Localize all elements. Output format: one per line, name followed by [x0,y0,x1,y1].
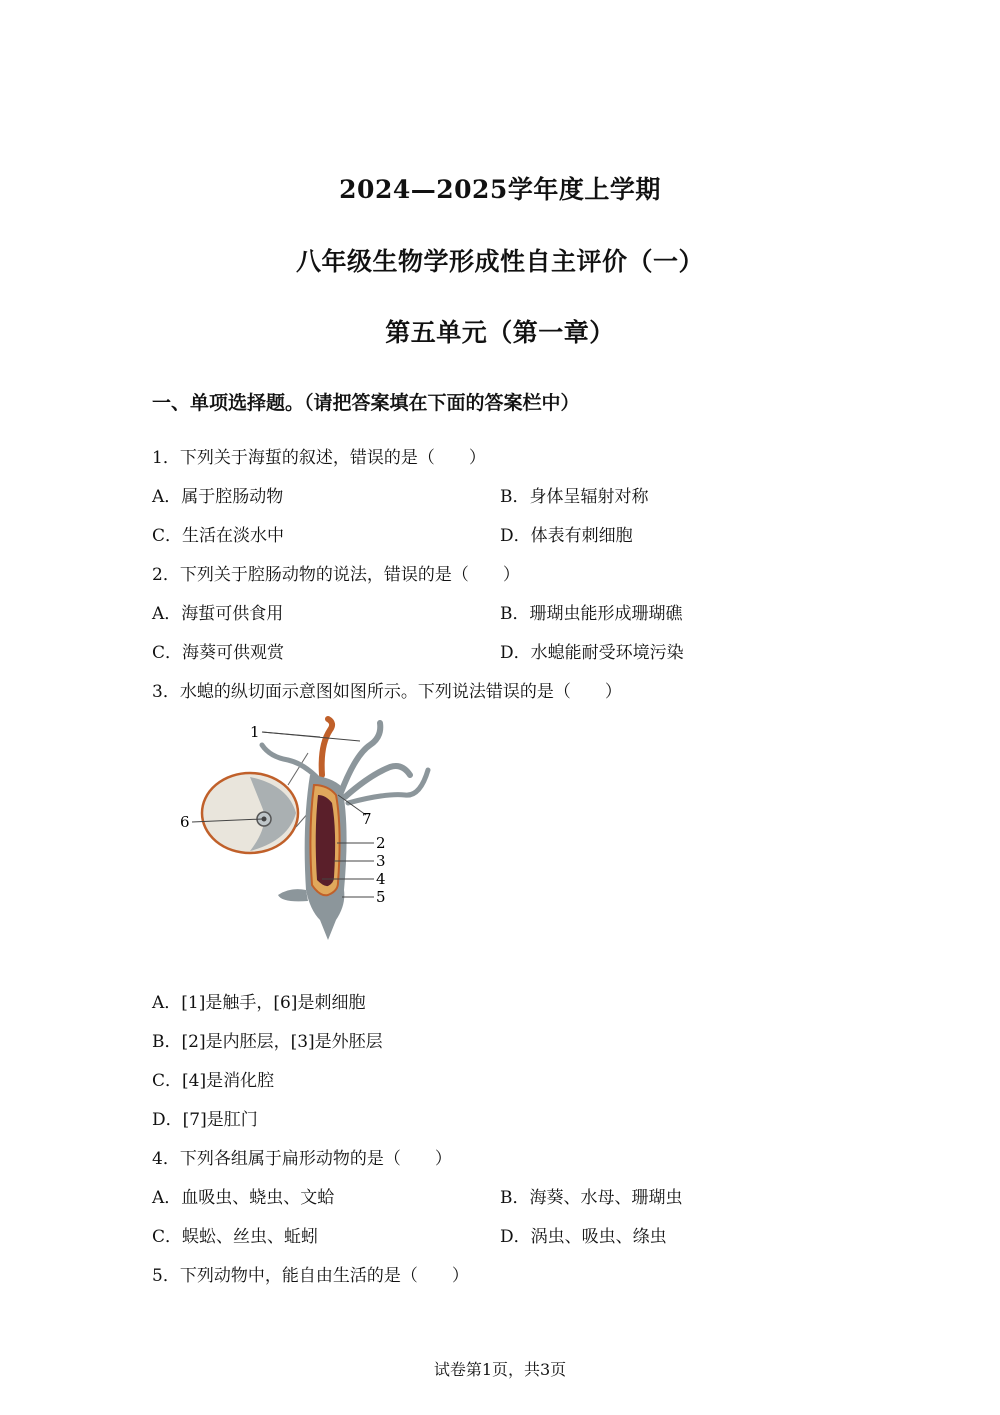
hydra-diagram-svg [170,715,440,950]
question-3-stem: 3．水螅的纵切面示意图如图所示。下列说法错误的是（ ） [152,682,622,702]
diagram-label-1: 1 [250,723,260,741]
tentacle-section [322,719,332,775]
question-3-option-a: A．[1]是触手，[6]是刺细胞 [152,993,366,1013]
question-3-option-b: B．[2]是内胚层，[3]是外胚层 [152,1032,383,1052]
section-heading-single-choice: 一、单项选择题。（请把答案填在下面的答案栏中） [152,392,580,414]
exam-title-unit: 第五单元（第一章） [385,318,615,347]
question-4-stem: 4．下列各组属于扁形动物的是（ ） [152,1149,452,1169]
question-2-option-d: D．水螅能耐受环境污染 [500,643,684,663]
question-4-option-b: B．海葵、水母、珊瑚虫 [500,1188,683,1208]
exam-title-year: 2024—2025学年度上学期 [339,175,661,204]
diagram-label-7: 7 [362,810,372,828]
question-1-option-b: B．身体呈辐射对称 [500,487,649,507]
diagram-label-4: 4 [376,870,386,888]
diagram-label-3: 3 [376,852,386,870]
question-1-option-c: C．生活在淡水中 [152,526,285,546]
question-4-option-a: A．血吸虫、蛲虫、文蛤 [152,1188,335,1208]
question-2-option-c: C．海葵可供观赏 [152,643,285,663]
page-footer: 试卷第1页，共3页 [433,1360,567,1379]
question-5-stem: 5．下列动物中，能自由生活的是（ ） [152,1266,469,1286]
question-1-option-a: A．属于腔肠动物 [152,487,284,507]
question-4-option-d: D．涡虫、吸虫、绦虫 [500,1227,667,1247]
question-2-option-a: A．海蜇可供食用 [152,604,284,624]
question-1-option-d: D．体表有刺细胞 [500,526,633,546]
hydra-digestive-cavity [316,795,335,886]
exam-title-subject: 八年级生物学形成性自主评价（一） [295,247,704,276]
diagram-label-2: 2 [376,834,386,852]
question-4-option-c: C．蜈蚣、丝虫、蚯蚓 [152,1227,319,1247]
hydra-bud [278,889,308,901]
label-line-1b [262,732,360,741]
question-3-option-d: D．[7]是肛门 [152,1110,258,1130]
nematocyst-core [262,817,267,822]
question-2-option-b: B．珊瑚虫能形成珊瑚礁 [500,604,683,624]
diagram-label-5: 5 [376,888,386,906]
question-2-stem: 2．下列关于腔肠动物的说法，错误的是（ ） [152,565,520,585]
question-3-option-c: C．[4]是消化腔 [152,1071,275,1091]
question-1-stem: 1．下列关于海蜇的叙述，错误的是（ ） [152,448,486,468]
hydra-section-diagram [170,715,440,950]
diagram-label-6: 6 [180,813,190,831]
